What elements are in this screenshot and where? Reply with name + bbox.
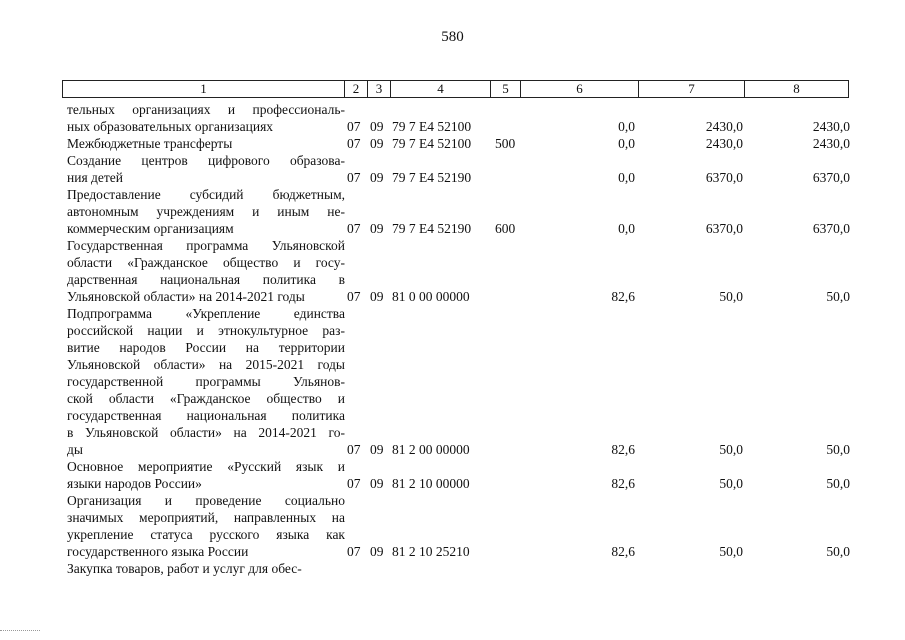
cell-c2: 07 <box>347 119 361 134</box>
header-col-1: 1 <box>63 81 345 97</box>
cell-c8: 2430,0 <box>812 136 850 151</box>
cell-c3: 09 <box>370 119 384 134</box>
cell-c7: 6370,0 <box>705 170 743 185</box>
cell-c7: 50,0 <box>719 442 743 457</box>
header-col-6: 6 <box>521 81 639 97</box>
cell-c8: 50,0 <box>826 476 850 491</box>
row-description <box>67 237 345 305</box>
cell-c3: 09 <box>370 221 384 236</box>
cell-c4: 79 7 Е4 52190 <box>392 170 472 185</box>
description-line: укрепление статуса русского языка как <box>67 527 345 542</box>
cell-c4: 81 0 00 00000 <box>392 289 470 304</box>
cell-c7: 2430,0 <box>705 119 743 134</box>
row-description <box>67 560 345 577</box>
description-line: Предоставление субсидий бюджетным, <box>67 187 345 202</box>
row-description <box>67 186 345 237</box>
header-col-3: 3 <box>368 81 391 97</box>
cell-c2: 07 <box>347 476 361 491</box>
cell-c2: 07 <box>347 289 361 304</box>
description-line: Закупка товаров, работ и услуг для обес- <box>67 561 302 576</box>
cell-c3: 09 <box>370 289 384 304</box>
cell-c6: 82,6 <box>611 442 635 457</box>
cell-c8: 2430,0 <box>812 119 850 134</box>
cell-c3: 09 <box>370 544 384 559</box>
cell-c8: 50,0 <box>826 544 850 559</box>
cell-c8: 50,0 <box>826 289 850 304</box>
description-line: языки народов России» <box>67 476 202 491</box>
row-description <box>67 101 345 135</box>
table-row <box>0 305 905 458</box>
cell-c2: 07 <box>347 170 361 185</box>
description-line: ды <box>67 442 83 457</box>
description-line: ных образовательных организациях <box>67 119 274 134</box>
table-row <box>0 560 905 577</box>
cell-c4: 79 7 Е4 52190 <box>392 221 472 236</box>
page-edge-mark <box>0 630 40 633</box>
description-line: Организация и проведение социально <box>67 493 345 508</box>
cell-c4: 81 2 10 25210 <box>392 544 470 559</box>
description-line: в Ульяновской области» на 2014-2021 го- <box>67 425 345 440</box>
cell-c3: 09 <box>370 136 384 151</box>
description-line: коммерческим организациям <box>67 221 234 236</box>
table-row <box>0 152 905 186</box>
cell-c7: 50,0 <box>719 289 743 304</box>
table-row <box>0 135 905 152</box>
table-header <box>62 80 849 98</box>
description-line: ской области «Гражданское общество и <box>67 391 345 406</box>
description-line: государственного языка России <box>67 544 249 559</box>
cell-c8: 50,0 <box>826 442 850 457</box>
description-line: ния детей <box>67 170 124 185</box>
cell-c6: 82,6 <box>611 544 635 559</box>
cell-c4: 81 2 00 00000 <box>392 442 470 457</box>
cell-c5: 600 <box>495 221 516 236</box>
description-line: Межбюджетные трансферты <box>67 136 233 151</box>
description-line: Ульяновской области» на 2014-2021 годы <box>67 289 305 304</box>
cell-c2: 07 <box>347 544 361 559</box>
description-line: области «Гражданское общество и госу- <box>67 255 345 270</box>
cell-c8: 6370,0 <box>812 221 850 236</box>
description-line: тельных организациях и профессиональ- <box>67 102 345 117</box>
table-row <box>0 237 905 305</box>
header-col-8: 8 <box>793 81 800 96</box>
cell-c6: 0,0 <box>618 136 635 151</box>
description-line: Государственная программа Ульяновской <box>67 238 345 253</box>
row-description <box>67 458 345 492</box>
cell-c2: 07 <box>347 221 361 236</box>
cell-c5: 500 <box>495 136 516 151</box>
description-line: значимых мероприятий, направленных на <box>67 510 345 525</box>
cell-c4: 81 2 10 00000 <box>392 476 470 491</box>
cell-c6: 0,0 <box>618 119 635 134</box>
table-row <box>0 492 905 560</box>
cell-c4: 79 7 Е4 52100 <box>392 136 472 151</box>
description-line: Ульяновской области» на 2015-2021 годы <box>67 357 345 372</box>
row-description <box>67 305 345 458</box>
table-row <box>0 186 905 237</box>
header-col-4: 4 <box>391 81 491 97</box>
description-line: Основное мероприятие «Русский язык и <box>67 459 345 474</box>
description-line: автономным учреждениям и иным не- <box>67 204 345 219</box>
cell-c6: 0,0 <box>618 170 635 185</box>
cell-c7: 2430,0 <box>705 136 743 151</box>
description-line: Подпрограмма «Укрепление единства <box>67 306 345 321</box>
row-description <box>67 152 345 186</box>
cell-c7: 6370,0 <box>705 221 743 236</box>
cell-c3: 09 <box>370 442 384 457</box>
description-line: государственной программы Ульянов- <box>67 374 345 389</box>
description-line: витие народов России на территории <box>67 340 345 355</box>
cell-c4: 79 7 Е4 52100 <box>392 119 472 134</box>
cell-c6: 82,6 <box>611 289 635 304</box>
description-line: Создание центров цифрового образова- <box>67 153 345 168</box>
cell-c3: 09 <box>370 170 384 185</box>
description-line: дарственная национальная политика в <box>67 272 345 287</box>
description-line: государственная национальная политика <box>67 408 345 423</box>
header-col-2: 2 <box>345 81 368 97</box>
header-col-5: 5 <box>491 81 521 97</box>
description-line: российской нации и этнокультурное раз- <box>67 323 345 338</box>
cell-c6: 0,0 <box>618 221 635 236</box>
table-row <box>0 458 905 492</box>
row-description <box>67 492 345 560</box>
cell-c6: 82,6 <box>611 476 635 491</box>
cell-c8: 6370,0 <box>812 170 850 185</box>
page-number: 580 <box>441 29 464 45</box>
row-description <box>67 135 345 152</box>
header-col-7: 7 <box>639 81 745 97</box>
cell-c2: 07 <box>347 442 361 457</box>
table-row <box>0 101 905 135</box>
cell-c7: 50,0 <box>719 544 743 559</box>
cell-c7: 50,0 <box>719 476 743 491</box>
cell-c3: 09 <box>370 476 384 491</box>
cell-c2: 07 <box>347 136 361 151</box>
